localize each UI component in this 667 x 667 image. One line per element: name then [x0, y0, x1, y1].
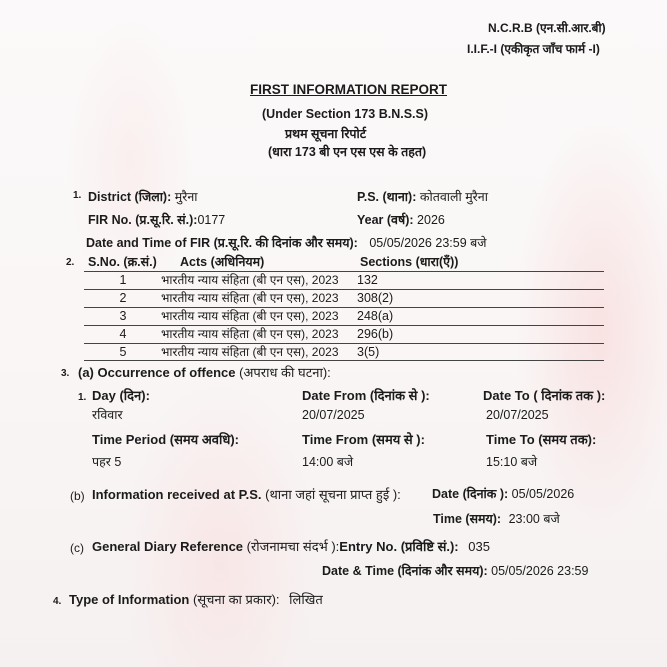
info-type-hindi: (सूचना का प्रकार):	[193, 592, 280, 607]
row-section: 248(a)	[357, 309, 394, 323]
info-received-time	[433, 513, 560, 526]
fir-number-label: FIR No. (प्र.सू.रि. सं.):	[88, 213, 198, 227]
info-received-field	[92, 488, 401, 501]
district-field	[88, 191, 198, 204]
page-title: FIRST INFORMATION REPORT	[250, 82, 447, 97]
row-sno: 1	[119, 273, 127, 287]
day-label: Day (दिन):	[92, 388, 150, 403]
fir-datetime-label: Date and Time of FIR (प्र.सू.रि. की दिनांक और समय):	[86, 236, 358, 250]
subtitle-under-section: (Under Section 173 B.N.S.S)	[262, 107, 429, 121]
info-received-date	[432, 488, 574, 501]
subtitle-hindi-section: (धारा 173 बी एन एस एस के तहत)	[268, 145, 427, 159]
time-from-label: Time From (समय से ):	[302, 432, 425, 447]
info-time-value: 23:00 बजे	[508, 512, 560, 526]
row-act: भारतीय न्याय संहिता (बी एन एस), 2023	[161, 291, 339, 305]
date-to-value: 20/07/2025	[486, 408, 549, 422]
column-header-sections: Sections (धारा(एँ))	[360, 255, 459, 269]
row-section: 296(b)	[357, 327, 394, 341]
gd-entry-label: Entry No. (प्रविष्टि सं.):	[339, 539, 459, 554]
fir-number-field	[88, 214, 225, 227]
district-label: District (जिला):	[88, 190, 172, 204]
gd-entry-value: 035	[468, 539, 490, 554]
row-act: भारतीय न्याय संहिता (बी एन एस), 2023	[161, 327, 339, 341]
district-value: मुरैना	[174, 190, 198, 204]
item-number: 2.	[66, 257, 75, 268]
row-sno: 3	[119, 309, 127, 323]
table-rule	[84, 343, 604, 344]
table-rule	[84, 289, 604, 290]
item-number: 4.	[53, 596, 62, 607]
date-from-value: 20/07/2025	[302, 408, 365, 422]
item-number: 1.	[73, 190, 82, 201]
time-period-label: Time Period (समय अवधि):	[92, 432, 240, 447]
subtitle-hindi: प्रथम सूचना रिपोर्ट	[285, 127, 367, 141]
gd-datetime-label: Date & Time (दिनांक और समय):	[322, 564, 488, 578]
time-period-value: पहर 5	[92, 455, 122, 469]
time-from-value: 14:00 बजे	[302, 455, 354, 469]
row-act: भारतीय न्याय संहिता (बी एन एस), 2023	[161, 273, 339, 287]
ncrb-header: N.C.R.B (एन.सी.आर.बी)	[488, 21, 606, 35]
gd-reference-prefix: (c)	[70, 541, 84, 555]
row-section: 3(5)	[357, 345, 380, 359]
time-to-label: Time To (समय तक):	[486, 432, 597, 447]
table-rule	[84, 307, 604, 308]
gd-datetime-value: 05/05/2026 23:59	[491, 564, 589, 578]
info-received-prefix: (b)	[70, 489, 85, 503]
time-to-value: 15:10 बजे	[486, 455, 538, 469]
row-section: 308(2)	[357, 291, 394, 305]
fir-datetime-value: 05/05/2026 23:59 बजे	[369, 236, 487, 250]
police-station-value: कोतवाली मुरैना	[419, 190, 488, 204]
occurrence-heading	[78, 366, 331, 379]
year-label: Year (वर्ष):	[357, 213, 414, 227]
form-header: I.I.F.-I (एकीकृत जाँच फार्म -I)	[467, 42, 600, 56]
year-value: 2026	[417, 213, 445, 227]
row-act: भारतीय न्याय संहिता (बी एन एस), 2023	[161, 345, 339, 359]
table-rule	[84, 325, 604, 326]
info-type-field	[69, 593, 323, 606]
info-time-label: Time (समय):	[433, 512, 502, 526]
column-header-acts: Acts (अधिनियम)	[180, 255, 265, 269]
sub-item-number: 1.	[78, 392, 87, 403]
date-to-label: Date To ( दिनांक तक ):	[483, 388, 606, 403]
row-sno: 5	[119, 345, 127, 359]
row-sno: 4	[119, 327, 127, 341]
row-act: भारतीय न्याय संहिता (बी एन एस), 2023	[161, 309, 339, 323]
info-received-hindi: (थाना जहां सूचना प्राप्त हुई ):	[265, 487, 401, 502]
occurrence-hindi: (अपराध की घटना):	[239, 365, 331, 380]
row-sno: 2	[119, 291, 127, 305]
fir-datetime-field	[86, 237, 487, 250]
day-value: रविवार	[92, 408, 123, 422]
table-rule	[84, 360, 604, 361]
table-rule	[84, 271, 604, 272]
item-number: 3.	[61, 368, 70, 379]
info-type-label: Type of Information	[69, 592, 190, 607]
gd-reference-hindi: (रोजनामचा संदर्भ ):	[246, 539, 340, 554]
info-date-value: 05/05/2026	[511, 487, 575, 501]
info-received-label: Information received at P.S.	[92, 487, 262, 502]
row-section: 132	[357, 273, 378, 287]
gd-reference-field	[92, 540, 490, 553]
fir-number-value: 0177	[197, 213, 226, 227]
police-station-field	[357, 191, 488, 204]
date-from-label: Date From (दिनांक से ):	[302, 388, 430, 403]
gd-reference-label: General Diary Reference	[92, 539, 244, 554]
police-station-label: P.S. (थाना):	[357, 190, 417, 204]
year-field	[357, 214, 445, 227]
info-type-value: लिखित	[289, 592, 323, 607]
occurrence-label: (a) Occurrence of offence	[78, 365, 236, 380]
gd-datetime-field	[322, 565, 588, 578]
info-date-label: Date (दिनांक ):	[432, 487, 509, 501]
column-header-sno: S.No. (क्र.सं.)	[88, 255, 157, 269]
